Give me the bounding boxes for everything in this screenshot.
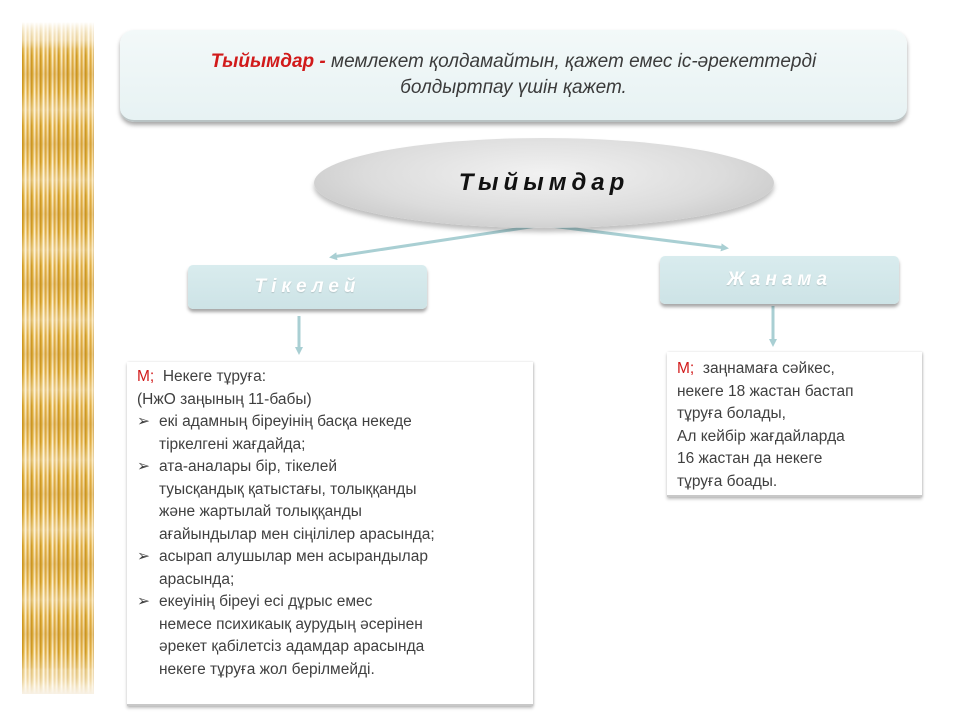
left-intro-row xyxy=(137,366,533,389)
bullet-arrow-icon: ➢ xyxy=(137,548,150,565)
right-marker: М; xyxy=(677,360,695,377)
list-item-line: арасында; xyxy=(159,570,235,588)
bullet-arrow-icon: ➢ xyxy=(137,458,150,475)
left-law-reference: (НжО заңының 11-бабы) xyxy=(137,390,312,408)
connector-to-left-branch xyxy=(332,225,543,257)
list-item-line: тіркелгені жағдайда; xyxy=(159,435,306,453)
right-line: заңнамаға сәйкес, xyxy=(702,360,835,377)
right-line: Ал кейбір жағдайларда xyxy=(677,427,845,445)
list-item xyxy=(137,546,533,591)
right-line-first xyxy=(677,358,922,381)
list-item xyxy=(137,456,533,546)
list-item-line: және жартылай толыққанды xyxy=(159,503,362,520)
list-item-line: екі адамның біреуінің басқа некеде xyxy=(159,413,412,430)
definition-text xyxy=(144,49,884,101)
connector-to-right-branch xyxy=(543,225,726,248)
decorative-ornament-overlay xyxy=(22,22,94,694)
list-item-line: туысқандық қатыстағы, толыққанды xyxy=(159,480,417,498)
branch-direct-label: Тікелей xyxy=(254,276,361,297)
left-marker: М; xyxy=(137,368,155,385)
list-item-line: екеуінің біреуі есі дұрыс емес xyxy=(159,593,373,610)
list-item-line: некеге тұруға жол берілмейді. xyxy=(159,660,375,678)
right-line: тұруға болады, xyxy=(677,405,786,422)
branch-direct xyxy=(188,265,427,309)
list-item-line: ағайындылар мен сіңілілер арасында; xyxy=(159,525,435,543)
bullet-arrow-icon: ➢ xyxy=(137,413,150,430)
right-line: некеге 18 жастан бастап xyxy=(677,382,854,400)
right-line: тұруға боады. xyxy=(677,472,778,490)
branch-indirect-label: Жанама xyxy=(726,269,833,290)
definition-term: Тыйымдар - xyxy=(210,51,326,72)
bullet-arrow-icon: ➢ xyxy=(137,593,150,610)
branch-indirect xyxy=(660,256,899,304)
definition-box xyxy=(120,30,907,122)
list-item-line: ата-аналары бір, тікелей xyxy=(159,458,338,475)
list-item-line: немесе психикаық аурудың әсерінен xyxy=(159,615,423,633)
definition-line-1: мемлекет қолдамайтын, қажет емес іс-әрекеттерді xyxy=(331,51,817,72)
list-item xyxy=(137,591,533,681)
right-line: 16 жастан да некеге xyxy=(677,450,823,467)
list-item-line: асырап алушылар мен асырандылар xyxy=(159,548,428,565)
center-title: Тыйымдар xyxy=(458,169,630,196)
list-item xyxy=(137,411,533,456)
list-item-line: әрекет қабілетсіз адамдар арасында xyxy=(159,638,425,655)
definition-line-2: болдыртпау үшін қажет. xyxy=(400,77,627,98)
direct-prohibitions-panel xyxy=(127,362,533,706)
indirect-prohibitions-panel xyxy=(667,352,922,497)
center-ellipse xyxy=(314,138,774,228)
left-intro-text: Некеге тұруға: xyxy=(162,368,267,385)
